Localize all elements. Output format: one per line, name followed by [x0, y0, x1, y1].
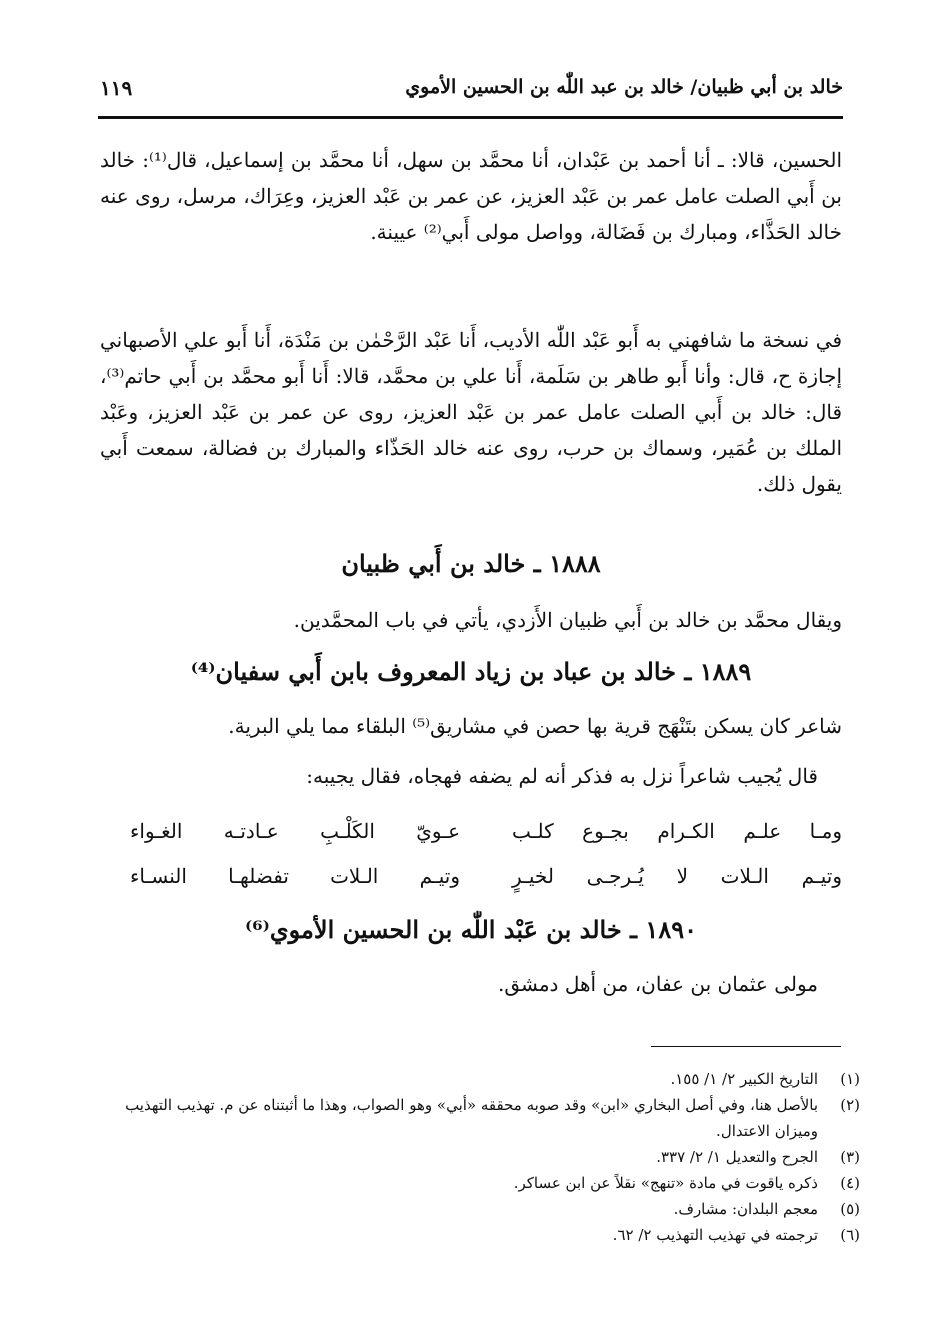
paragraph-entry-1888	[100, 602, 842, 638]
footnotes	[100, 1066, 860, 1248]
footnote-number: (٤)	[840, 1174, 860, 1192]
verse-first-hemistich: وتيـم الـلات لا يُـرجـى لخيـرٍ	[512, 864, 842, 888]
verse-line	[130, 811, 842, 851]
footnote-text: ذكره ياقوت في مادة «تنهج» نقلاً عن ابن عساكر.	[513, 1174, 818, 1192]
entry-title-1889: ١٨٨٩ ـ خالد بن عباد بن زياد المعروف بابن أَبي سفيان⁽⁴⁾	[190, 657, 752, 686]
verse-line	[130, 856, 842, 896]
paragraph-abi-hatim	[100, 322, 842, 502]
page-number: ١١٩	[100, 76, 133, 100]
footnote-text: الجرح والتعديل ١/ ٢/ ٣٣٧.	[656, 1148, 818, 1166]
paragraph-verse-intro	[100, 758, 842, 794]
footnote-text: معجم البلدان: مشارف.	[673, 1200, 818, 1218]
footnote-divider	[651, 1046, 841, 1047]
paragraph-text: ويقال محمَّد بن خالد بن أَبي ظبيان الأَزدي، يأتي في باب المحمَّدين.	[293, 608, 842, 632]
entry-title-1888: ١٨٨٨ ـ خالد بن أَبي ظبيان	[341, 549, 601, 578]
footnote-number: (٣)	[840, 1148, 860, 1166]
paragraph-text: مولى عثمان بن عفان، من أهل دمشق.	[497, 972, 818, 996]
footnote-text: ترجمته في تهذيب التهذيب ٢/ ٦٢.	[612, 1226, 818, 1244]
footnote-text: التاريخ الكبير ٢/ ١/ ١٥٥.	[670, 1070, 818, 1088]
paragraph-entry-1890	[100, 966, 842, 1002]
verse-second-hemistich: وتيـم الـلات تفضلهـا النسـاء	[130, 864, 460, 888]
paragraph-text: في نسخة ما شافهني به أَبو عَبْد اللّٰه الأديب، أَنا عَبْد الرَّحْمٰن بن مَنْدَة، أَنا أَبو علي الأصبهاني إجازة ح، قال: وأنا أَبو طاهر بن سَلَمة، أَنا علي بن محمَّد، قالا: أَنا أَبو محمَّد بن أَبي حاتم⁽³⁾، قال: خالد بن أَبي الصلت عامل عمر بن عَبْد العزيز، روى عن عمر بن عَبْد العزيز، وعَبْد الملك بن عُمَير، وسماك بن حرب، روى عنه خالد الحَذّاء والمبارك بن فضالة، سمعت أَبي يقول ذلك.	[100, 328, 843, 496]
footnote-item	[100, 1144, 860, 1170]
footnote-number: (٥)	[840, 1200, 860, 1218]
footnote-item	[100, 1092, 860, 1144]
verse-second-hemistich: عـويّ الكَلْـبِ عـادتـه الغـواء	[130, 819, 460, 843]
paragraph-text: قال يُجيب شاعراً نزل به فذكر أنه لم يضفه فهجاه، فقال يجيبه:	[306, 764, 818, 788]
paragraph-text: الحسين، قالا: ـ أنا أحمد بن عَبْدان، أنا محمَّد بن سهل، أنا محمَّد بن إسماعيل، قال⁽¹⁾: خالد بن أَبي الصلت عامل عمر بن عَبْد العزيز، عن عمر بن عَبْد العزيز، وعِرَاك، مرسل، روى عنه خالد الحَذَّاء، ومبارك بن فَضَالة، وواصل مولى أَبي⁽²⁾ عيينة.	[100, 148, 842, 244]
footnote-number: (١)	[840, 1070, 860, 1088]
page-header	[98, 70, 843, 119]
footnote-item	[100, 1196, 860, 1222]
verse-first-hemistich: ومـا علـم الكـرام بجـوع كلـب	[512, 819, 842, 843]
footnote-item	[100, 1222, 860, 1248]
footnote-item	[100, 1170, 860, 1196]
footnote-text: بالأصل هنا، وفي أصل البخاري «ابن» وقد صوبه محققه «أبي» وهو الصواب، وهذا ما أثبتناه عن م. تهذيب التهذيب وميزان الاعتدال.	[125, 1096, 818, 1140]
entry-title-1890: ١٨٩٠ ـ خالد بن عَبْد اللّٰه بن الحسين الأموي⁽⁶⁾	[245, 915, 697, 944]
paragraph-text: شاعر كان يسكن بتَنْهَج قرية بها حصن في مشاريق⁽⁵⁾ البلقاء مما يلي البرية.	[228, 714, 842, 738]
paragraph-continuation	[100, 142, 842, 250]
running-title: خالد بن أبي ظبيان/ خالد بن عبد اللّٰه بن الحسين الأموي	[405, 76, 843, 98]
footnote-item	[100, 1066, 860, 1092]
footnote-number: (٦)	[840, 1226, 860, 1244]
footnote-number: (٢)	[840, 1096, 860, 1114]
paragraph-entry-1889	[100, 708, 842, 744]
